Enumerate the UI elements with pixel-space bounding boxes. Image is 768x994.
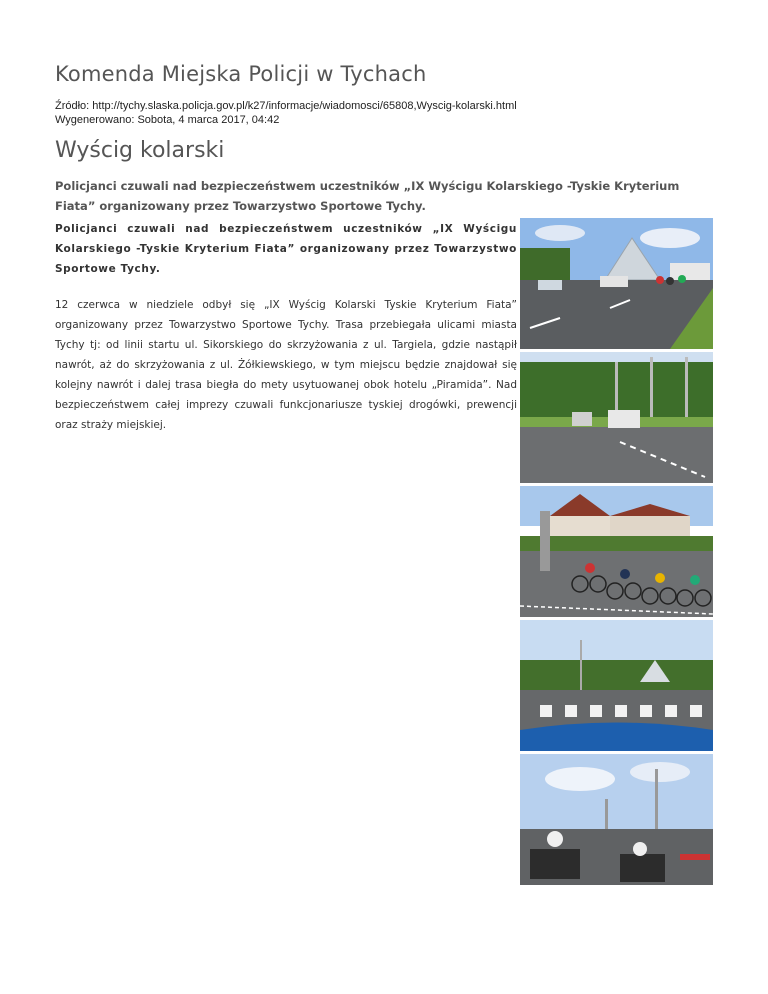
site-title: Komenda Miejska Policji w Tychach <box>55 62 427 86</box>
photo-race-start-pyramid[interactable] <box>520 218 713 349</box>
photo-cyclists-peloton[interactable] <box>520 486 713 617</box>
photo-police-car-road[interactable] <box>520 352 713 483</box>
article-intro: Policjanci czuwali nad bezpieczeństwem uczestników „IX Wyścigu Kolarskiego -Tyskie Kryterium Fiata” organizowany przez Towarzystwo Sportowe Tychy. <box>55 223 517 275</box>
article-lead: Policjanci czuwali nad bezpieczeństwem uczestników „IX Wyścigu Kolarskiego -Tyskie Kryterium Fiata” organizowany przez Towarzystwo Sportowe Tychy. <box>55 179 680 213</box>
document-meta <box>55 99 517 127</box>
generated-line: Wygenerowano: Sobota, 4 marca 2017, 04:42 <box>55 114 280 126</box>
photo-police-motorcycles[interactable] <box>520 754 713 885</box>
article-body: 12 czerwca w niedziele odbył się „IX Wyścig Kolarski Tyskie Kryterium Fiata” organizowany przez Towarzystwo Sportowe Tychy. Trasa przebiegała ulicami miasta Tychy tj: od linii startu ul. Sikorskiego do skrzyżowania z ul. Targiela, gdzie nastąpił nawrót, aż do skrzyżowania z ul. Żółkiewskiego, w tym miejscu będzie znajdował się kolejny nawrót i dalej trasa biegła do mety usytuowanej obok hotelu „Piramida”. Nad bezpieczeństwem całej imprezy czuwali funkcjonariusze tyskiej drogówki, prewencji oraz straży miejskiej. <box>55 299 517 431</box>
source-line: Źródło: http://tychy.slaska.policja.gov.pl/k27/informacje/wiadomosci/65808,Wyscig-kolarski.html <box>55 100 517 112</box>
photo-gallery <box>520 218 713 888</box>
article-title: Wyścig kolarski <box>55 138 225 163</box>
photo-crossing-from-police-car[interactable] <box>520 620 713 751</box>
